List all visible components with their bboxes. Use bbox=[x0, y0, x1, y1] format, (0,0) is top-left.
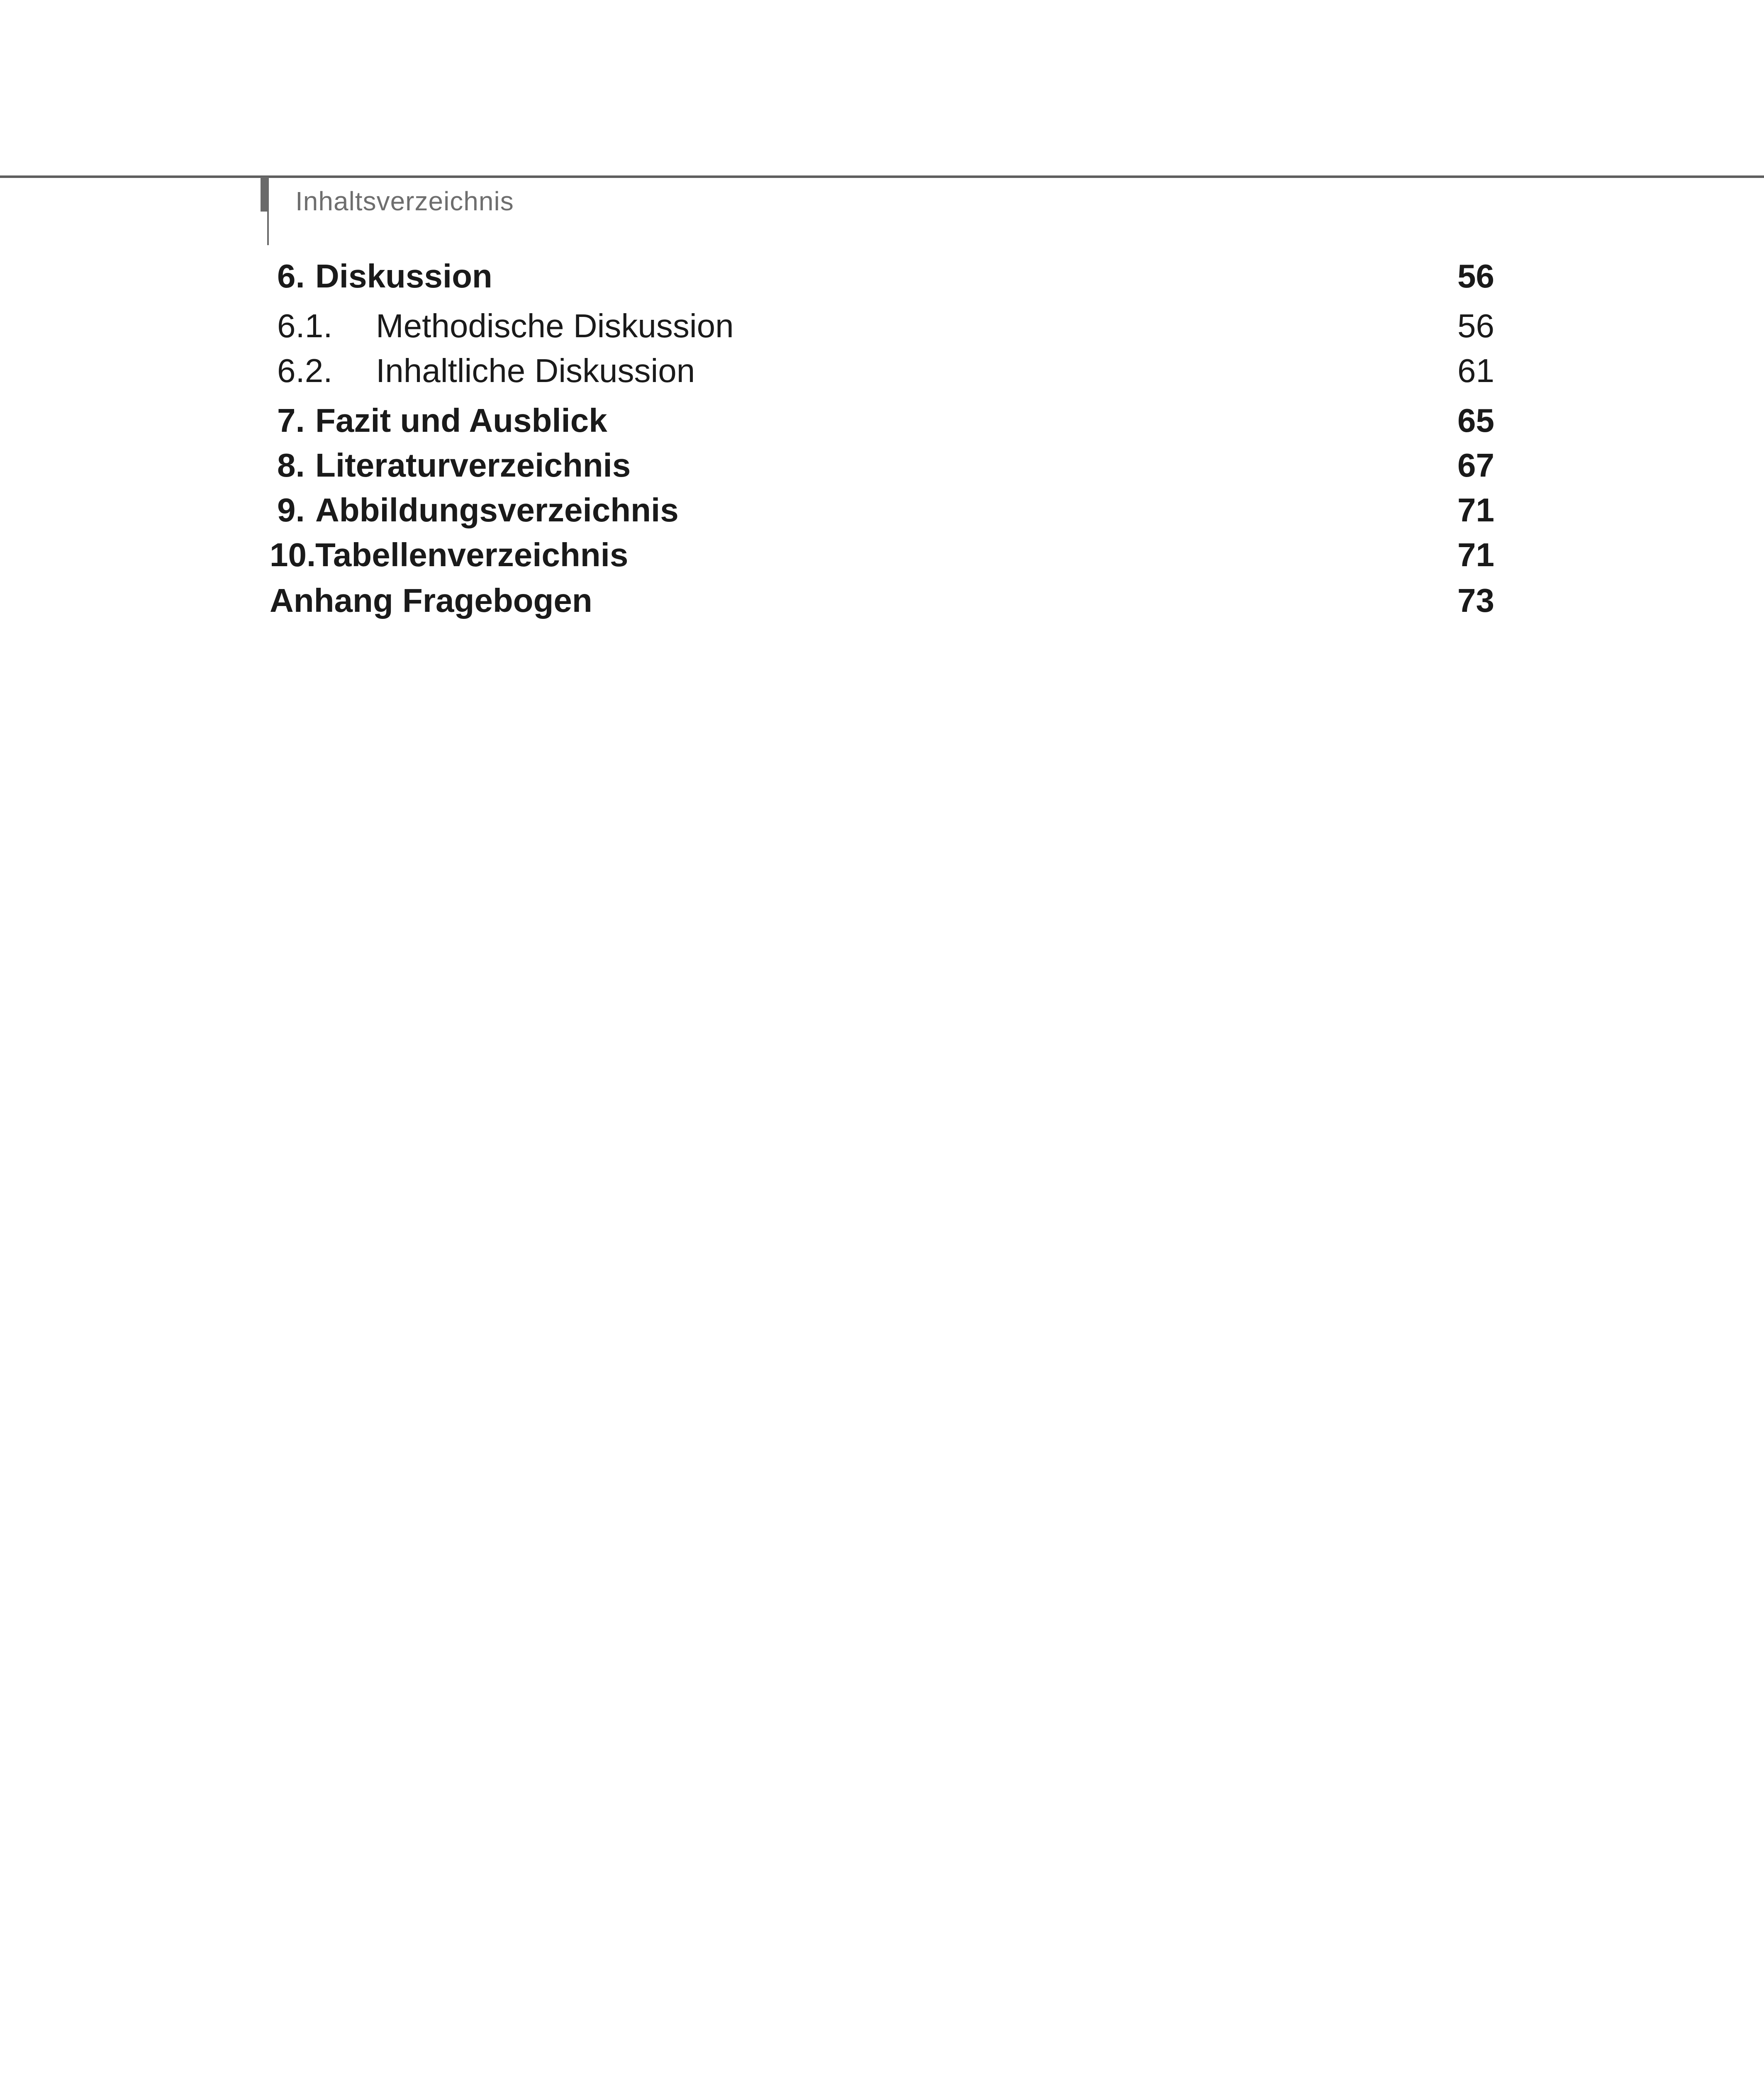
toc-entry-title: Fazit und Ausblick bbox=[315, 402, 607, 439]
toc-entry-page: 56 bbox=[1457, 307, 1494, 344]
toc-entry-number: 9. bbox=[277, 492, 305, 528]
toc-entry-diskussion[interactable] bbox=[0, 257, 1764, 299]
toc-entry-page: 71 bbox=[1457, 492, 1494, 528]
toc-entry-number: 6. bbox=[277, 258, 305, 295]
toc-entry-title: Tabellenverzeichnis bbox=[315, 536, 629, 573]
toc-entry-title: Anhang Fragebogen bbox=[270, 582, 592, 619]
toc-entry-number: 6.1. bbox=[277, 307, 333, 344]
header-marker bbox=[261, 177, 267, 212]
toc-entry-page: 56 bbox=[1457, 258, 1494, 295]
toc-entry-title: Inhaltliche Diskussion bbox=[376, 352, 695, 389]
toc-entry-title: Abbildungsverzeichnis bbox=[315, 492, 679, 528]
toc-entry-methodische-diskussion[interactable] bbox=[0, 307, 1764, 348]
toc-entry-page: 67 bbox=[1457, 447, 1494, 484]
toc-entry-fazit[interactable] bbox=[0, 402, 1764, 443]
toc-entry-number: 7. bbox=[277, 402, 305, 439]
toc-entry-page: 61 bbox=[1457, 352, 1494, 389]
toc-entry-page: 65 bbox=[1457, 402, 1494, 439]
toc-entry-title: Literaturverzeichnis bbox=[315, 447, 631, 484]
toc-entry-abbildungsverzeichnis[interactable] bbox=[0, 491, 1764, 533]
toc-entry-number: 10. bbox=[270, 536, 316, 573]
toc-entry-tabellenverzeichnis[interactable] bbox=[0, 536, 1764, 577]
toc-entry-number: 8. bbox=[277, 447, 305, 484]
toc-entry-inhaltliche-diskussion[interactable] bbox=[0, 352, 1764, 393]
toc-entry-anhang-fragebogen[interactable] bbox=[0, 582, 1764, 623]
toc-entry-literaturverzeichnis[interactable] bbox=[0, 446, 1764, 488]
running-head: Inhaltsverzeichnis bbox=[295, 186, 514, 216]
toc-entry-number: 6.2. bbox=[277, 352, 333, 389]
toc-entry-title: Methodische Diskussion bbox=[376, 307, 734, 344]
toc-entry-page: 73 bbox=[1457, 582, 1494, 619]
toc-entry-page: 71 bbox=[1457, 536, 1494, 573]
header-vertical-line bbox=[267, 177, 269, 245]
toc-entry-title: Diskussion bbox=[315, 258, 492, 295]
